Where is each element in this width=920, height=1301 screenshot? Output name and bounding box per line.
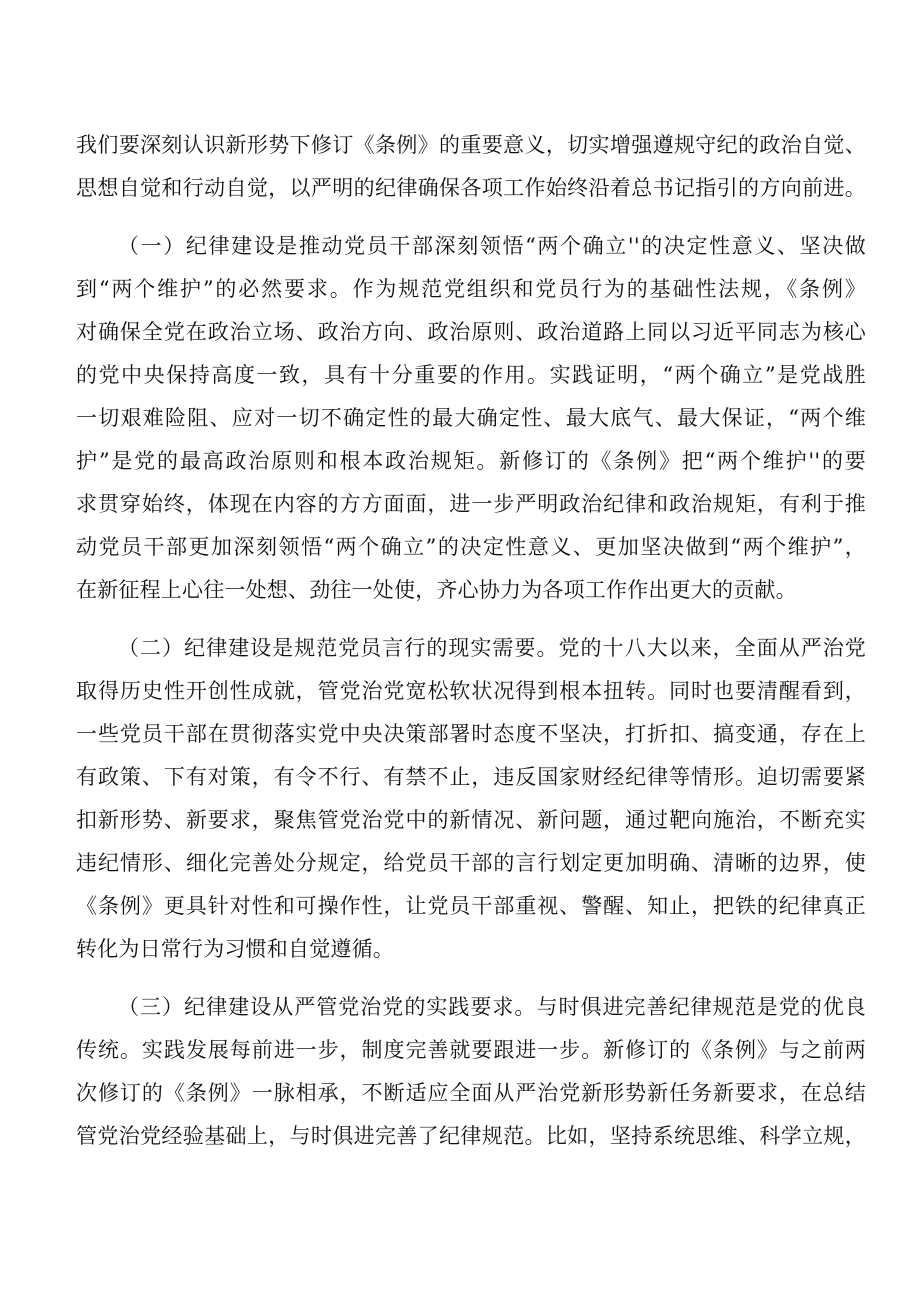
text-line: 传统。实践发展每前进一步，制度完善就要跟进一步。新修订的《条例》与之前两 [76,1038,866,1062]
text-line: 管党治党经验基础上，与时俱进完善了纪律规范。比如，坚持系统思维、科学立规， [76,1124,866,1148]
text-line: 扣新形势、新要求，聚焦管党治党中的新情况、新问题，通过靶向施治，不断充实 [76,808,866,832]
text-line: 对确保全党在政治立场、政治方向、政治原则、政治道路上同以习近平同志为核心 [76,320,866,344]
section-3-heading-line: （三）纪律建设从严管党治党的实践要求。与时俱进完善纪律规范是党的优良 [118,995,866,1019]
text-line: 《条例》更具针对性和可操作性，让党员干部重视、警醒、知止，把铁的纪律真正 [76,894,866,918]
text-line: 的党中央保持高度一致，具有十分重要的作用。实践证明，“两个确立”是党战胜 [76,363,866,387]
text-line: 违纪情形、细化完善处分规定，给党员干部的言行划定更加明确、清晰的边界，使 [76,851,866,875]
text-line: 次修订的《条例》一脉相承，不断适应全面从严治党新形势新任务新要求，在总结 [76,1081,866,1105]
text-line: 在新征程上心往一处想、劲往一处使，齐心协力为各项工作作出更大的贡献。 [76,578,797,602]
text-line: 取得历史性开创性成就，管党治党宽松软状况得到根本扭转。同时也要清醒看到， [76,679,866,703]
section-2-heading-line: （二）纪律建设是规范党员言行的现实需要。党的十八大以来，全面从严治党 [118,636,866,660]
section-1-heading-line: （一）纪律建设是推动党员干部深刻领悟“两个确立''的决定性意义、坚决做 [118,234,866,258]
text-line: 我们要深刻认识新形势下修订《条例》的重要意义，切实增强遵规守纪的政治自觉、 [76,133,866,157]
text-line: 求贯穿始终，体现在内容的方方面面，进一步严明政治纪律和政治规矩，有利于推 [76,492,866,516]
text-line: 一些党员干部在贯彻落实党中央决策部署时态度不坚决，打折扣、搞变通，存在上 [76,722,866,746]
text-line: 动党员干部更加深刻领悟“两个确立”的决定性意义、更加坚决做到“两个维护”， [76,535,866,559]
text-line: 转化为日常行为习惯和自觉遵循。 [76,937,394,961]
text-line: 到“两个维护”的必然要求。作为规范党组织和党员行为的基础性法规，《条例》 [76,277,866,301]
text-line: 一切艰难险阻、应对一切不确定性的最大确定性、最大底气、最大保证，“两个维 [76,406,866,430]
text-line: 思想自觉和行动自觉，以严明的纪律确保各项工作始终沿着总书记指引的方向前进。 [76,176,866,200]
text-line: 有政策、下有对策，有令不行、有禁不止，违反国家财经纪律等情形。迫切需要紧 [76,765,866,789]
text-line: 护”是党的最高政治原则和根本政治规矩。新修订的《条例》把“两个维护''的要 [76,449,866,473]
